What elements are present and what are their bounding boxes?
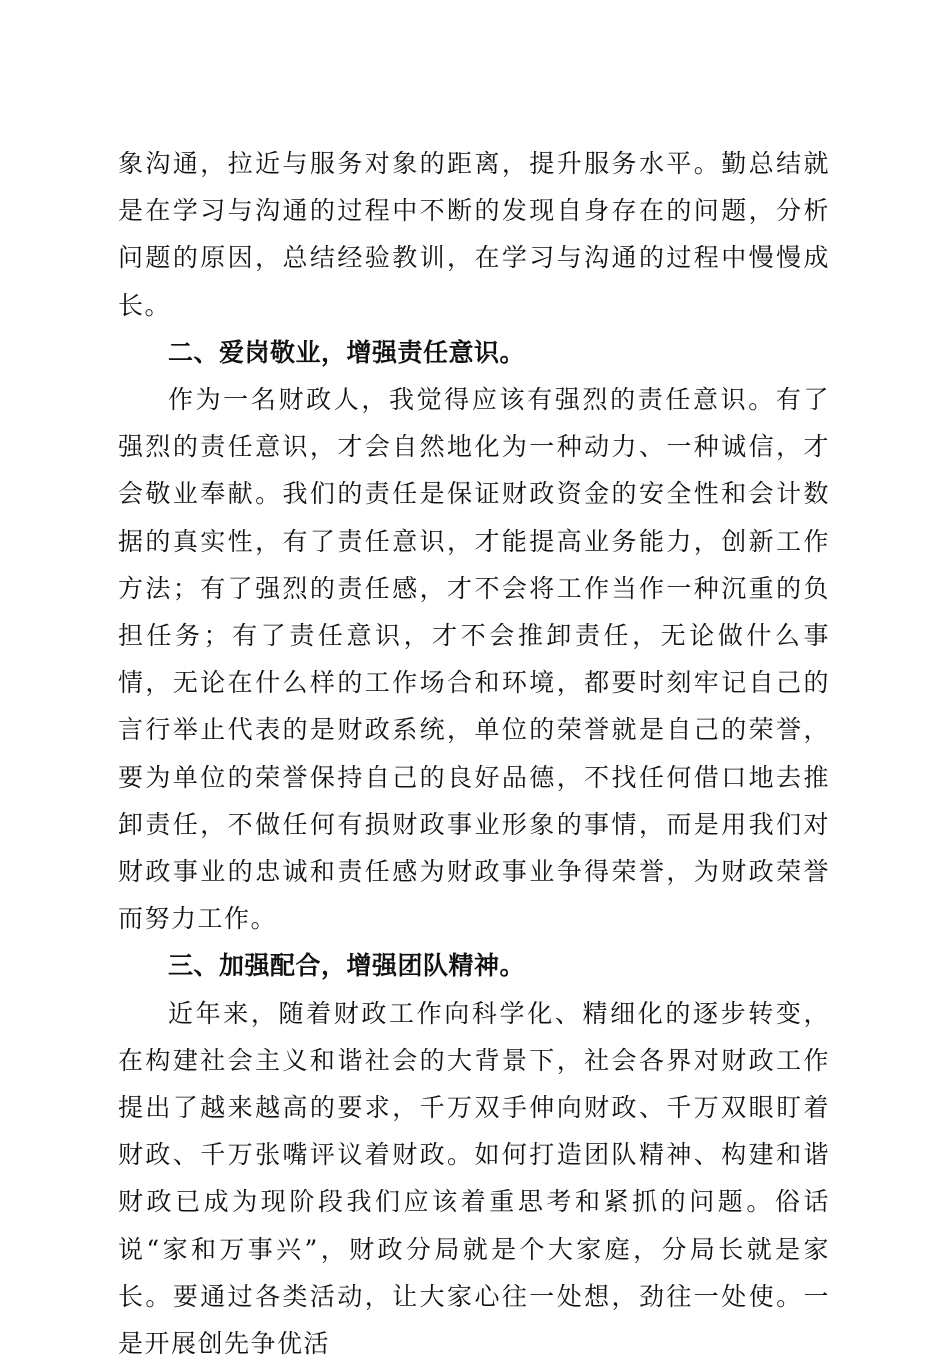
paragraph-teamwork: 近年来，随着财政工作向科学化、精细化的逐步转变，在构建社会主义和谐社会的大背景下，社会各界对财政工作提出了越来越高的要求，千万双手伸向财政、千万双眼盯着财政、千万张嘴评议着财政。如何打造团队精神、构建和谐财政已成为现阶段我们应该着重思考和紧抓的问题。俗话说“家和万事兴”，财政分局就是个大家庭，分局长就是家长。要通过各类活动，让大家心往一处想，劲往一处使。一是开展创先争优活 [118,998,830,1359]
section-heading-two: 二、爱岗敬业，增强责任意识。 [168,337,526,367]
paragraph-responsibility: 作为一名财政人，我觉得应该有强烈的责任意识。有了强烈的责任意识，才会自然地化为一种动力、一种诚信，才会敬业奉献。我们的责任是保证财政资金的安全性和会计数据的真实性，有了责任意识，才能提高业务能力，创新工作方法；有了强烈的责任感，才不会将工作当作一种沉重的负担任务；有了责任意识，才不会推卸责任，无论做什么事情，无论在什么样的工作场合和环境，都要时刻牢记自己的言行举止代表的是财政系统，单位的荣誉就是自己的荣誉，要为单位的荣誉保持自己的良好品德，不找任何借口地去推卸责任，不做任何有损财政事业形象的事情，而是用我们对财政事业的忠诚和责任感为财政事业争得荣誉，为财政荣誉而努力工作。 [118,385,830,934]
document-body [118,140,830,1367]
section-heading-three: 三、加强配合，增强团队精神。 [168,951,526,981]
paragraph-continued: 象沟通，拉近与服务对象的距离，提升服务水平。勤总结就是在学习与沟通的过程中不断的发现自身存在的问题，分析问题的原因，总结经验教训，在学习与沟通的过程中慢慢成长。 [118,149,830,320]
